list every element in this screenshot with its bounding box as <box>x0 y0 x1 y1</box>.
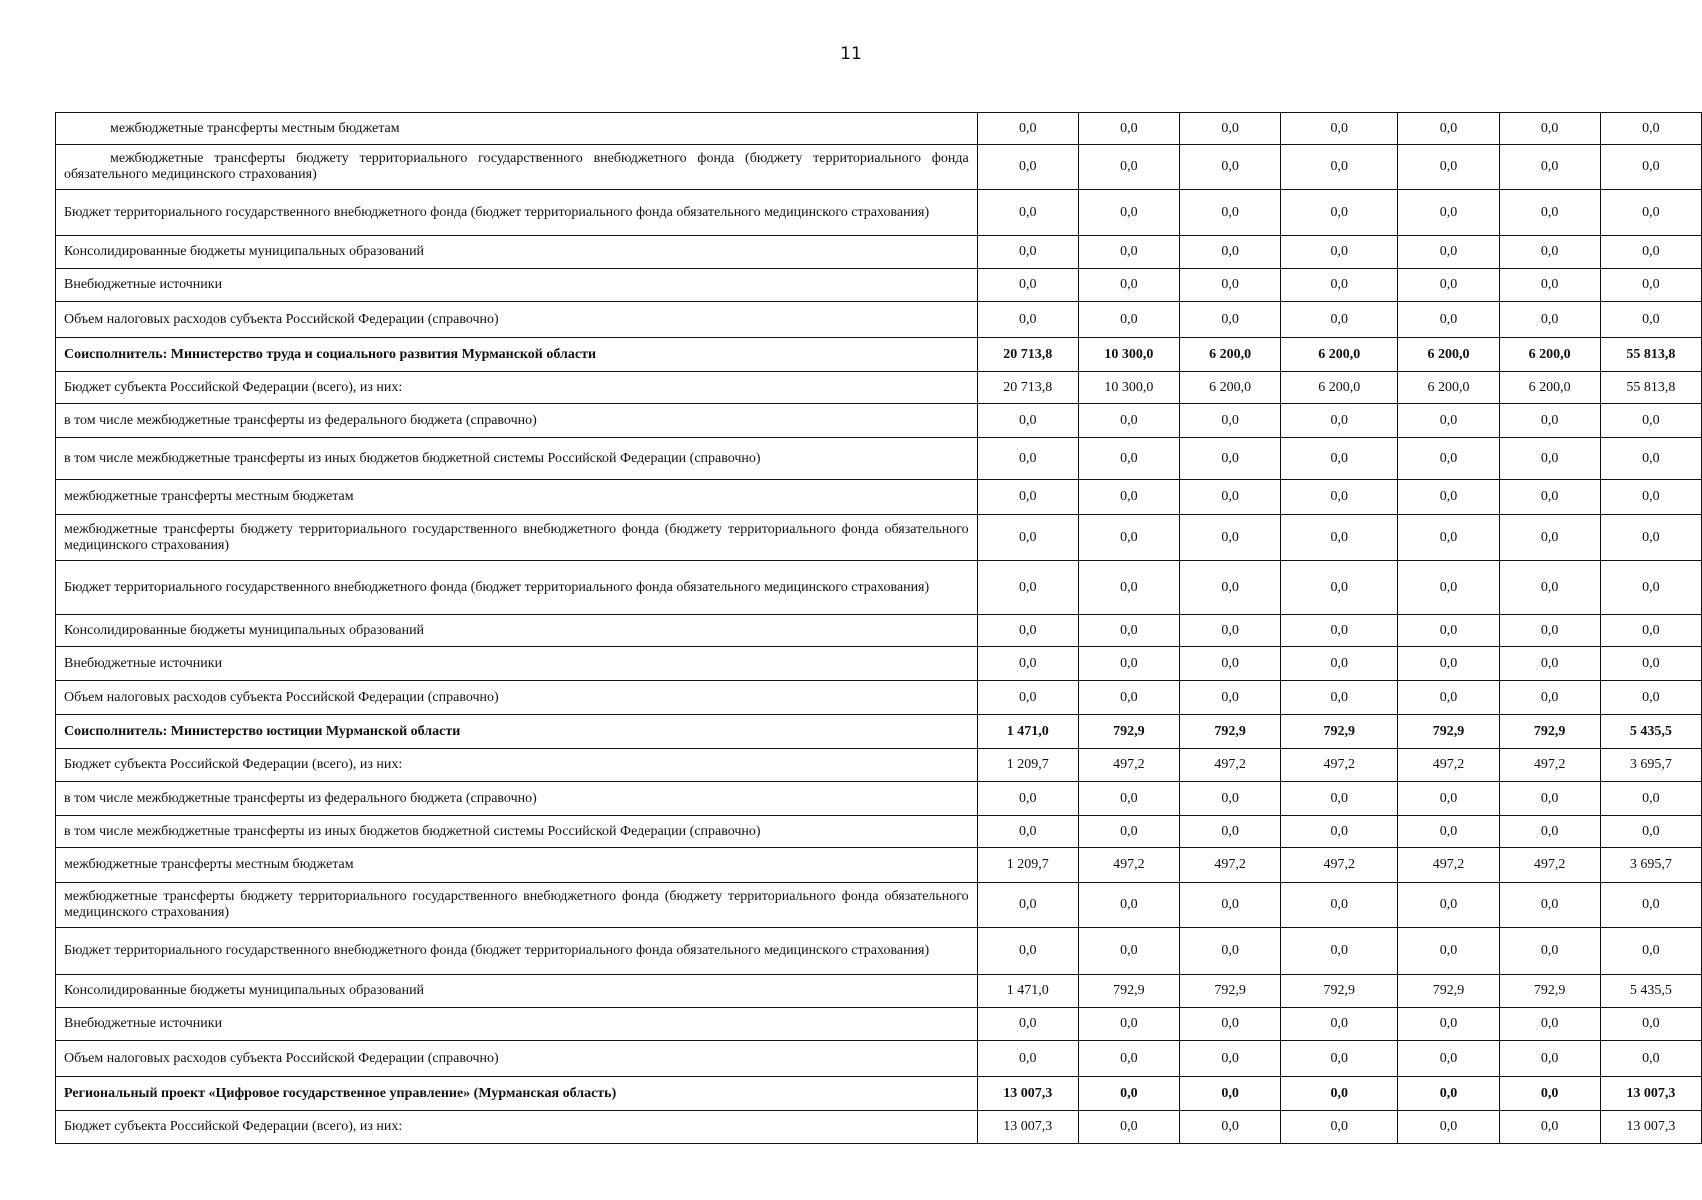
row-value: 0,0 <box>1398 681 1499 715</box>
row-value: 0,0 <box>1398 561 1499 615</box>
row-value: 0,0 <box>1180 782 1281 816</box>
row-value: 0,0 <box>1078 615 1179 647</box>
row-value: 0,0 <box>1281 681 1398 715</box>
row-value: 0,0 <box>1281 647 1398 681</box>
row-value: 0,0 <box>977 515 1078 561</box>
row-value: 6 200,0 <box>1499 372 1600 404</box>
row-value: 0,0 <box>1600 681 1701 715</box>
row-label: межбюджетные трансферты бюджету территориального государственного внебюджетного фонда (бюджету территориального фонда обязательного медицинского страхования) <box>56 515 978 561</box>
row-value: 0,0 <box>1499 236 1600 269</box>
table-row-section <box>56 338 1702 372</box>
row-value: 792,9 <box>1398 975 1499 1008</box>
row-value: 0,0 <box>1180 647 1281 681</box>
row-value: 0,0 <box>1499 480 1600 515</box>
row-value: 792,9 <box>1180 975 1281 1008</box>
table-row <box>56 236 1702 269</box>
row-value: 6 200,0 <box>1281 372 1398 404</box>
row-label: Объем налоговых расходов субъекта Российской Федерации (справочно) <box>56 1041 978 1077</box>
row-value: 0,0 <box>977 561 1078 615</box>
row-value: 792,9 <box>1499 715 1600 749</box>
row-value: 0,0 <box>1078 190 1179 236</box>
row-value: 0,0 <box>1398 1041 1499 1077</box>
row-value: 0,0 <box>1600 816 1701 848</box>
row-label: Соисполнитель: Министерство юстиции Мурманской области <box>56 715 978 749</box>
row-value: 6 200,0 <box>1180 338 1281 372</box>
row-value: 0,0 <box>1600 928 1701 975</box>
row-value: 792,9 <box>1078 975 1179 1008</box>
row-value: 0,0 <box>1600 561 1701 615</box>
row-label: в том числе межбюджетные трансферты из федерального бюджета (справочно) <box>56 782 978 816</box>
table-row <box>56 848 1702 883</box>
row-value: 0,0 <box>1281 145 1398 190</box>
row-value: 497,2 <box>1398 749 1499 782</box>
row-value: 0,0 <box>1499 113 1600 145</box>
row-value: 0,0 <box>1398 190 1499 236</box>
row-value: 0,0 <box>1281 782 1398 816</box>
row-value: 0,0 <box>1398 647 1499 681</box>
row-value: 0,0 <box>1600 1008 1701 1041</box>
row-value: 0,0 <box>1600 438 1701 480</box>
row-value: 6 200,0 <box>1398 372 1499 404</box>
row-value: 0,0 <box>1281 302 1398 338</box>
row-value: 792,9 <box>1078 715 1179 749</box>
table-row <box>56 615 1702 647</box>
row-value: 0,0 <box>1499 928 1600 975</box>
row-value: 0,0 <box>977 145 1078 190</box>
row-value: 1 209,7 <box>977 749 1078 782</box>
row-value: 0,0 <box>1600 302 1701 338</box>
row-value: 0,0 <box>1078 1008 1179 1041</box>
row-label: Бюджет субъекта Российской Федерации (всего), из них: <box>56 372 978 404</box>
row-value: 0,0 <box>1180 269 1281 302</box>
row-value: 13 007,3 <box>977 1111 1078 1144</box>
row-label: межбюджетные трансферты бюджету территориального государственного внебюджетного фонда (бюджету территориального фонда обязательного медицинского страхования) <box>56 145 978 190</box>
row-value: 0,0 <box>1398 269 1499 302</box>
row-value: 0,0 <box>977 928 1078 975</box>
row-label: Внебюджетные источники <box>56 269 978 302</box>
row-value: 0,0 <box>1180 615 1281 647</box>
row-value: 0,0 <box>1600 269 1701 302</box>
row-value: 0,0 <box>1499 302 1600 338</box>
row-value: 0,0 <box>1398 145 1499 190</box>
row-value: 0,0 <box>1600 1041 1701 1077</box>
row-label: Консолидированные бюджеты муниципальных образований <box>56 615 978 647</box>
row-value: 0,0 <box>1281 236 1398 269</box>
row-value: 0,0 <box>1499 1008 1600 1041</box>
row-value: 10 300,0 <box>1078 338 1179 372</box>
row-label: Внебюджетные источники <box>56 647 978 681</box>
row-value: 0,0 <box>1499 438 1600 480</box>
row-value: 0,0 <box>1499 561 1600 615</box>
row-value: 0,0 <box>1281 1111 1398 1144</box>
row-value: 0,0 <box>1398 883 1499 928</box>
row-value: 0,0 <box>977 782 1078 816</box>
row-value: 0,0 <box>977 302 1078 338</box>
row-value: 6 200,0 <box>1281 338 1398 372</box>
row-value: 0,0 <box>1281 480 1398 515</box>
table-row <box>56 816 1702 848</box>
row-value: 0,0 <box>1180 1041 1281 1077</box>
row-value: 0,0 <box>1078 438 1179 480</box>
row-label: Консолидированные бюджеты муниципальных образований <box>56 975 978 1008</box>
row-value: 0,0 <box>1281 1041 1398 1077</box>
row-value: 0,0 <box>1281 190 1398 236</box>
table-row <box>56 1008 1702 1041</box>
row-value: 0,0 <box>977 1008 1078 1041</box>
row-value: 792,9 <box>1398 715 1499 749</box>
row-value: 0,0 <box>1398 1111 1499 1144</box>
table-row <box>56 113 1702 145</box>
row-value: 0,0 <box>977 615 1078 647</box>
row-label: Бюджет субъекта Российской Федерации (всего), из них: <box>56 749 978 782</box>
row-value: 0,0 <box>1600 647 1701 681</box>
row-value: 0,0 <box>1600 404 1701 438</box>
row-value: 0,0 <box>1499 1077 1600 1111</box>
row-label: Региональный проект «Цифровое государственное управление» (Мурманская область) <box>56 1077 978 1111</box>
row-value: 0,0 <box>1499 1041 1600 1077</box>
table-row <box>56 438 1702 480</box>
row-value: 0,0 <box>1398 782 1499 816</box>
row-value: 0,0 <box>1078 113 1179 145</box>
budget-table <box>55 112 1702 1144</box>
row-value: 0,0 <box>1281 269 1398 302</box>
row-value: 0,0 <box>1499 615 1600 647</box>
row-value: 0,0 <box>1180 113 1281 145</box>
row-value: 0,0 <box>1499 269 1600 302</box>
table-row <box>56 302 1702 338</box>
row-value: 497,2 <box>1281 749 1398 782</box>
row-value: 0,0 <box>1600 113 1701 145</box>
row-value: 0,0 <box>1281 113 1398 145</box>
row-value: 1 209,7 <box>977 848 1078 883</box>
row-value: 13 007,3 <box>1600 1077 1701 1111</box>
row-value: 1 471,0 <box>977 975 1078 1008</box>
row-value: 497,2 <box>1499 848 1600 883</box>
row-value: 0,0 <box>977 236 1078 269</box>
row-value: 0,0 <box>1499 782 1600 816</box>
row-value: 0,0 <box>1499 1111 1600 1144</box>
row-label: в том числе межбюджетные трансферты из иных бюджетов бюджетной системы Российской Федерации (справочно) <box>56 816 978 848</box>
row-value: 0,0 <box>1180 302 1281 338</box>
row-value: 497,2 <box>1180 749 1281 782</box>
row-label: Объем налоговых расходов субъекта Российской Федерации (справочно) <box>56 681 978 715</box>
row-value: 0,0 <box>1078 480 1179 515</box>
row-value: 0,0 <box>1398 1008 1499 1041</box>
table-row <box>56 647 1702 681</box>
row-value: 0,0 <box>1180 1008 1281 1041</box>
row-value: 0,0 <box>1180 404 1281 438</box>
row-value: 0,0 <box>1398 236 1499 269</box>
table-row-section <box>56 715 1702 749</box>
row-value: 497,2 <box>1078 848 1179 883</box>
row-value: 0,0 <box>1398 438 1499 480</box>
row-value: 0,0 <box>1281 928 1398 975</box>
row-value: 13 007,3 <box>977 1077 1078 1111</box>
row-value: 0,0 <box>1499 647 1600 681</box>
row-value: 20 713,8 <box>977 338 1078 372</box>
row-value: 0,0 <box>1499 883 1600 928</box>
row-value: 10 300,0 <box>1078 372 1179 404</box>
table-row <box>56 145 1702 190</box>
row-value: 0,0 <box>1499 515 1600 561</box>
row-value: 0,0 <box>1398 404 1499 438</box>
row-value: 497,2 <box>1398 848 1499 883</box>
row-label: Внебюджетные источники <box>56 1008 978 1041</box>
row-value: 0,0 <box>1180 1111 1281 1144</box>
table-row <box>56 975 1702 1008</box>
table-row <box>56 561 1702 615</box>
row-value: 497,2 <box>1499 749 1600 782</box>
row-value: 0,0 <box>977 480 1078 515</box>
row-value: 0,0 <box>1078 269 1179 302</box>
row-value: 55 813,8 <box>1600 338 1701 372</box>
row-value: 792,9 <box>1281 715 1398 749</box>
row-value: 0,0 <box>1398 928 1499 975</box>
row-value: 0,0 <box>977 647 1078 681</box>
row-value: 0,0 <box>977 113 1078 145</box>
row-value: 0,0 <box>1281 883 1398 928</box>
row-value: 0,0 <box>1281 615 1398 647</box>
row-value: 0,0 <box>1078 145 1179 190</box>
row-value: 0,0 <box>1078 782 1179 816</box>
table-row <box>56 749 1702 782</box>
row-label: Бюджет территориального государственного внебюджетного фонда (бюджет территориального фонда обязательного медицинского страхования) <box>56 928 978 975</box>
row-value: 0,0 <box>1078 1111 1179 1144</box>
row-value: 792,9 <box>1281 975 1398 1008</box>
row-value: 0,0 <box>1398 1077 1499 1111</box>
row-value: 0,0 <box>977 816 1078 848</box>
row-label: Бюджет субъекта Российской Федерации (всего), из них: <box>56 1111 978 1144</box>
row-label: межбюджетные трансферты бюджету территориального государственного внебюджетного фонда (бюджету территориального фонда обязательного медицинского страхования) <box>56 883 978 928</box>
table-row <box>56 782 1702 816</box>
row-value: 0,0 <box>1180 928 1281 975</box>
row-value: 0,0 <box>1398 480 1499 515</box>
row-label: в том числе межбюджетные трансферты из федерального бюджета (справочно) <box>56 404 978 438</box>
row-value: 497,2 <box>1180 848 1281 883</box>
row-value: 0,0 <box>1499 816 1600 848</box>
row-label: Бюджет территориального государственного внебюджетного фонда (бюджет территориального фонда обязательного медицинского страхования) <box>56 190 978 236</box>
row-value: 0,0 <box>1600 480 1701 515</box>
table-row <box>56 515 1702 561</box>
row-value: 0,0 <box>1180 515 1281 561</box>
table-row <box>56 269 1702 302</box>
row-label: Консолидированные бюджеты муниципальных образований <box>56 236 978 269</box>
row-value: 5 435,5 <box>1600 975 1701 1008</box>
row-value: 0,0 <box>977 681 1078 715</box>
row-value: 0,0 <box>1180 190 1281 236</box>
table-row <box>56 681 1702 715</box>
table-row-section <box>56 1077 1702 1111</box>
row-label: в том числе межбюджетные трансферты из иных бюджетов бюджетной системы Российской Федерации (справочно) <box>56 438 978 480</box>
row-value: 0,0 <box>1281 561 1398 615</box>
row-value: 0,0 <box>1600 190 1701 236</box>
row-value: 0,0 <box>1180 561 1281 615</box>
row-value: 0,0 <box>1600 782 1701 816</box>
row-value: 0,0 <box>1398 113 1499 145</box>
row-value: 0,0 <box>1281 438 1398 480</box>
row-value: 0,0 <box>977 190 1078 236</box>
row-value: 792,9 <box>1499 975 1600 1008</box>
row-value: 0,0 <box>1078 647 1179 681</box>
row-value: 13 007,3 <box>1600 1111 1701 1144</box>
row-value: 0,0 <box>1398 816 1499 848</box>
row-value: 0,0 <box>1078 236 1179 269</box>
table-row <box>56 883 1702 928</box>
row-value: 0,0 <box>1600 615 1701 647</box>
row-value: 0,0 <box>1180 438 1281 480</box>
row-value: 0,0 <box>1281 1008 1398 1041</box>
row-value: 6 200,0 <box>1499 338 1600 372</box>
row-value: 0,0 <box>1078 816 1179 848</box>
table-row <box>56 190 1702 236</box>
row-value: 0,0 <box>1398 615 1499 647</box>
row-value: 0,0 <box>1078 561 1179 615</box>
row-value: 5 435,5 <box>1600 715 1701 749</box>
row-value: 3 695,7 <box>1600 848 1701 883</box>
row-value: 0,0 <box>1180 145 1281 190</box>
row-value: 0,0 <box>1281 1077 1398 1111</box>
row-value: 0,0 <box>1499 404 1600 438</box>
row-value: 0,0 <box>1078 1077 1179 1111</box>
budget-table-body <box>56 113 1702 1144</box>
row-value: 0,0 <box>1281 515 1398 561</box>
row-value: 0,0 <box>1078 1041 1179 1077</box>
row-label: Бюджет территориального государственного внебюджетного фонда (бюджет территориального фонда обязательного медицинского страхования) <box>56 561 978 615</box>
row-value: 0,0 <box>1078 404 1179 438</box>
row-value: 20 713,8 <box>977 372 1078 404</box>
row-value: 0,0 <box>1600 883 1701 928</box>
row-value: 0,0 <box>1180 681 1281 715</box>
table-row <box>56 480 1702 515</box>
row-value: 0,0 <box>1600 145 1701 190</box>
row-value: 0,0 <box>1600 236 1701 269</box>
row-label: межбюджетные трансферты местным бюджетам <box>56 113 978 145</box>
row-value: 0,0 <box>1398 515 1499 561</box>
row-value: 0,0 <box>977 404 1078 438</box>
table-row <box>56 928 1702 975</box>
row-label: межбюджетные трансферты местным бюджетам <box>56 848 978 883</box>
row-value: 0,0 <box>1398 302 1499 338</box>
row-value: 0,0 <box>1078 302 1179 338</box>
row-value: 0,0 <box>1499 681 1600 715</box>
row-value: 0,0 <box>1078 883 1179 928</box>
row-value: 0,0 <box>1078 515 1179 561</box>
row-value: 0,0 <box>1180 1077 1281 1111</box>
row-value: 497,2 <box>1281 848 1398 883</box>
row-value: 0,0 <box>977 269 1078 302</box>
row-value: 55 813,8 <box>1600 372 1701 404</box>
row-value: 6 200,0 <box>1398 338 1499 372</box>
table-row <box>56 372 1702 404</box>
row-value: 0,0 <box>1600 515 1701 561</box>
row-label: Соисполнитель: Министерство труда и социального развития Мурманской области <box>56 338 978 372</box>
table-row <box>56 404 1702 438</box>
row-value: 0,0 <box>1281 404 1398 438</box>
row-value: 0,0 <box>1499 145 1600 190</box>
row-value: 0,0 <box>977 438 1078 480</box>
row-value: 6 200,0 <box>1180 372 1281 404</box>
row-value: 0,0 <box>1180 480 1281 515</box>
row-value: 3 695,7 <box>1600 749 1701 782</box>
table-row <box>56 1111 1702 1144</box>
row-value: 0,0 <box>977 883 1078 928</box>
row-value: 0,0 <box>1180 883 1281 928</box>
row-value: 0,0 <box>1078 928 1179 975</box>
row-value: 0,0 <box>1078 681 1179 715</box>
page-number: 11 <box>840 44 862 64</box>
row-value: 0,0 <box>1180 816 1281 848</box>
row-label: межбюджетные трансферты местным бюджетам <box>56 480 978 515</box>
row-label: Объем налоговых расходов субъекта Российской Федерации (справочно) <box>56 302 978 338</box>
row-value: 0,0 <box>977 1041 1078 1077</box>
table-row <box>56 1041 1702 1077</box>
row-value: 0,0 <box>1499 190 1600 236</box>
row-value: 0,0 <box>1180 236 1281 269</box>
row-value: 497,2 <box>1078 749 1179 782</box>
row-value: 1 471,0 <box>977 715 1078 749</box>
row-value: 792,9 <box>1180 715 1281 749</box>
row-value: 0,0 <box>1281 816 1398 848</box>
